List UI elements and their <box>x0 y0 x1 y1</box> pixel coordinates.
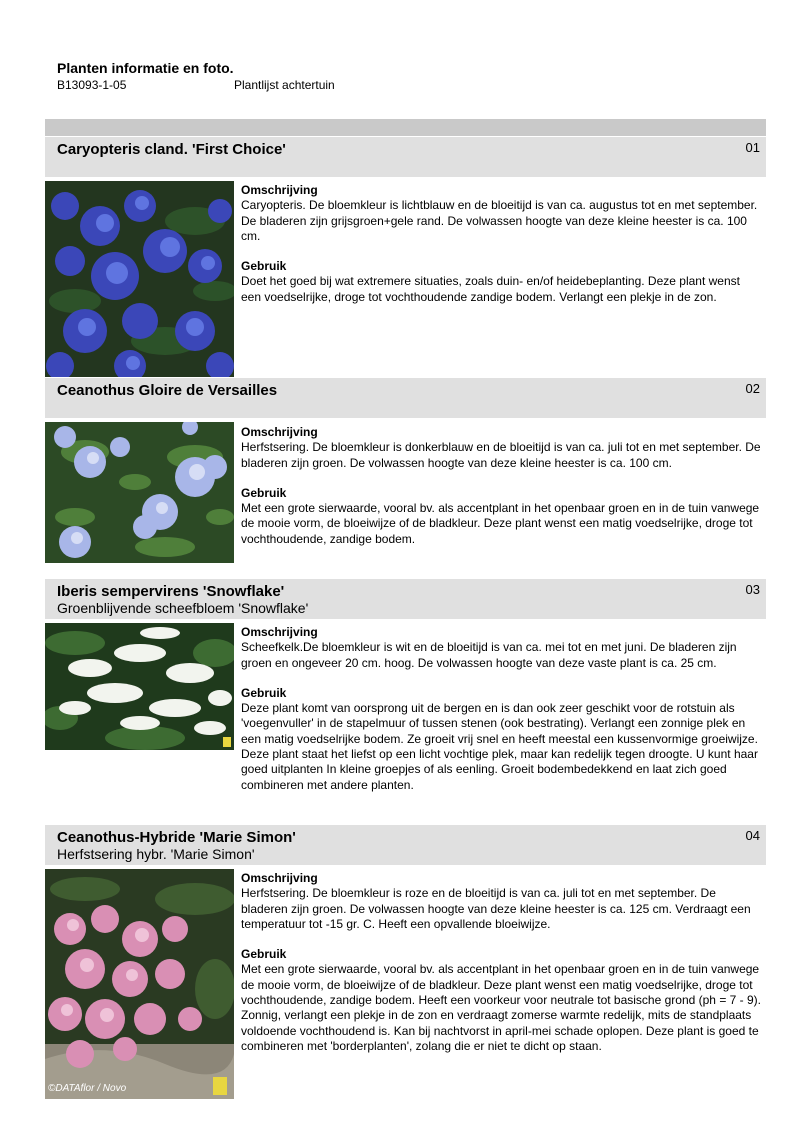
section-heading-omschrijving: Omschrijving <box>241 425 318 439</box>
omschrijving-text: Caryopteris. De bloemkleur is lichtblauw en de bloeitijd is van ca. augustus tot en met september. De bladeren zijn grijsgroen+gele rand. De volwassen hoogte van deze kleine heester is ca. 100 cm. <box>241 198 758 243</box>
plant-number: 03 <box>745 582 760 597</box>
plant-photo <box>45 181 234 377</box>
plant-header <box>45 137 766 177</box>
list-code: B13093-1-05 <box>57 78 127 92</box>
plant-photo-frame <box>45 869 234 1099</box>
plant-entry <box>45 137 766 304</box>
gebruik-text: Doet het goed bij wat extremere situaties, zoals duin- en/of heidebeplanting. Deze plant wenst een voedselrijke, droge tot vochthoudende zandige bodem. Verlangt een plekje in de zon. <box>241 274 740 304</box>
top-bar <box>45 119 766 136</box>
plant-name: Iberis sempervirens 'Snowflake' <box>57 583 285 600</box>
section-heading-omschrijving: Omschrijving <box>241 625 318 639</box>
plant-description <box>241 871 763 1054</box>
plant-header <box>45 579 766 619</box>
plant-common-name: Herfstsering hybr. 'Marie Simon' <box>57 846 255 862</box>
omschrijving-text: Scheefkelk.De bloemkleur is wit en de bloeitijd is van ca. mei tot en met juni. De bladeren zijn groen en ongeveer 20 cm. hoog. De volwassen hoogte van deze vaste plant is ca. 25 cm. <box>241 640 737 670</box>
plant-photo <box>45 422 234 563</box>
plant-name: Ceanothus Gloire de Versailles <box>57 382 278 399</box>
plant-name: Ceanothus-Hybride 'Marie Simon' <box>57 829 296 846</box>
section-heading-gebruik: Gebruik <box>241 485 287 500</box>
plant-header <box>45 378 766 418</box>
plant-entry <box>45 579 766 792</box>
plant-number: 04 <box>745 828 760 843</box>
section-heading-gebruik: Gebruik <box>241 947 287 962</box>
photo-credit: ©DATAflor / Novo <box>48 1083 127 1094</box>
omschrijving-text: Herfstsering. De bloemkleur is roze en de bloeitijd is van ca. juli tot en met september. De bladeren zijn groen. De volwassen hoogte van deze kleine heester is ca. 125 cm. Verdraagt een temperatuur tot -15 gr. C. Heeft een opvallende bloeiwijze. <box>241 886 751 931</box>
section-heading-gebruik: Gebruik <box>241 259 287 274</box>
plant-description <box>241 625 763 793</box>
plant-name: Caryopteris cland. 'First Choice' <box>57 141 286 158</box>
plant-photo <box>45 623 234 750</box>
gebruik-text: Deze plant komt van oorsprong uit de bergen en is dan ook zeer geschikt voor de rotstuin als 'voegenvuller' in de stapelmuur of tussen stenen (ook bestrating). Verlangt een zonnige plek en een matig voedselrijke bodem. Ze groeit vrij snel en heeft meestal een kussenvormige groeiwijze. Deze plant staat het liefst op een licht vochtige plek, maar kan redelijk tegen droogte. U kunt haar goed uitplanten In kleine groepjes of als eenling. Groeit bodembedekkend en laat zich goed combineren met andere planten. <box>241 701 758 792</box>
plant-entry <box>45 378 766 546</box>
section-heading-omschrijving: Omschrijving <box>241 183 318 197</box>
list-name: Plantlijst achtertuin <box>234 78 335 92</box>
plant-entry <box>45 825 766 1094</box>
plant-number: 02 <box>745 381 760 396</box>
plant-photo <box>45 869 234 1099</box>
plant-description <box>241 183 763 305</box>
section-heading-omschrijving: Omschrijving <box>241 871 318 885</box>
omschrijving-text: Herfstsering. De bloemkleur is donkerblauw en de bloeitijd is van ca. juli tot en met september. De bladeren zijn groen. De volwassen hoogte van deze kleine heester is ca. 100 cm. <box>241 440 761 470</box>
gebruik-text: Met een grote sierwaarde, vooral bv. als accentplant in het openbaar groen en in de tuin vanwege de mooie vorm, de bloeiwijze of de bladkleur. Deze plant wenst een matig voedselrijke, droge tot vochthoudende, zandige bodem. <box>241 501 760 546</box>
plant-common-name: Groenblijvende scheefbloem 'Snowflake' <box>57 600 309 616</box>
plant-description <box>241 425 763 547</box>
section-heading-gebruik: Gebruik <box>241 685 287 700</box>
plant-header <box>45 825 766 865</box>
gebruik-text: Met een grote sierwaarde, vooral bv. als accentplant in het openbaar groen en in de tuin vanwege de mooie vorm, de bloeiwijze of de bladkleur. Deze plant wenst een matig voedselrijke, droge tot vochthoudende, zandige bodem. Heeft een voorkeur voor neutrale tot basische grond (ph = 7 - 9). Zonnig, verlangt een plekje in de zon en verdraagt zomerse warmte redelijk, mits de standplaats voldoende vochthoudend is. Kan bij nachtvorst in april-mei schade oplopen. Deze plant is goed te combineren met 'borderplanten', zolang die er niet te dicht op staan. <box>241 962 761 1053</box>
plant-number: 01 <box>745 140 760 155</box>
page-title: Planten informatie en foto. <box>57 60 234 76</box>
